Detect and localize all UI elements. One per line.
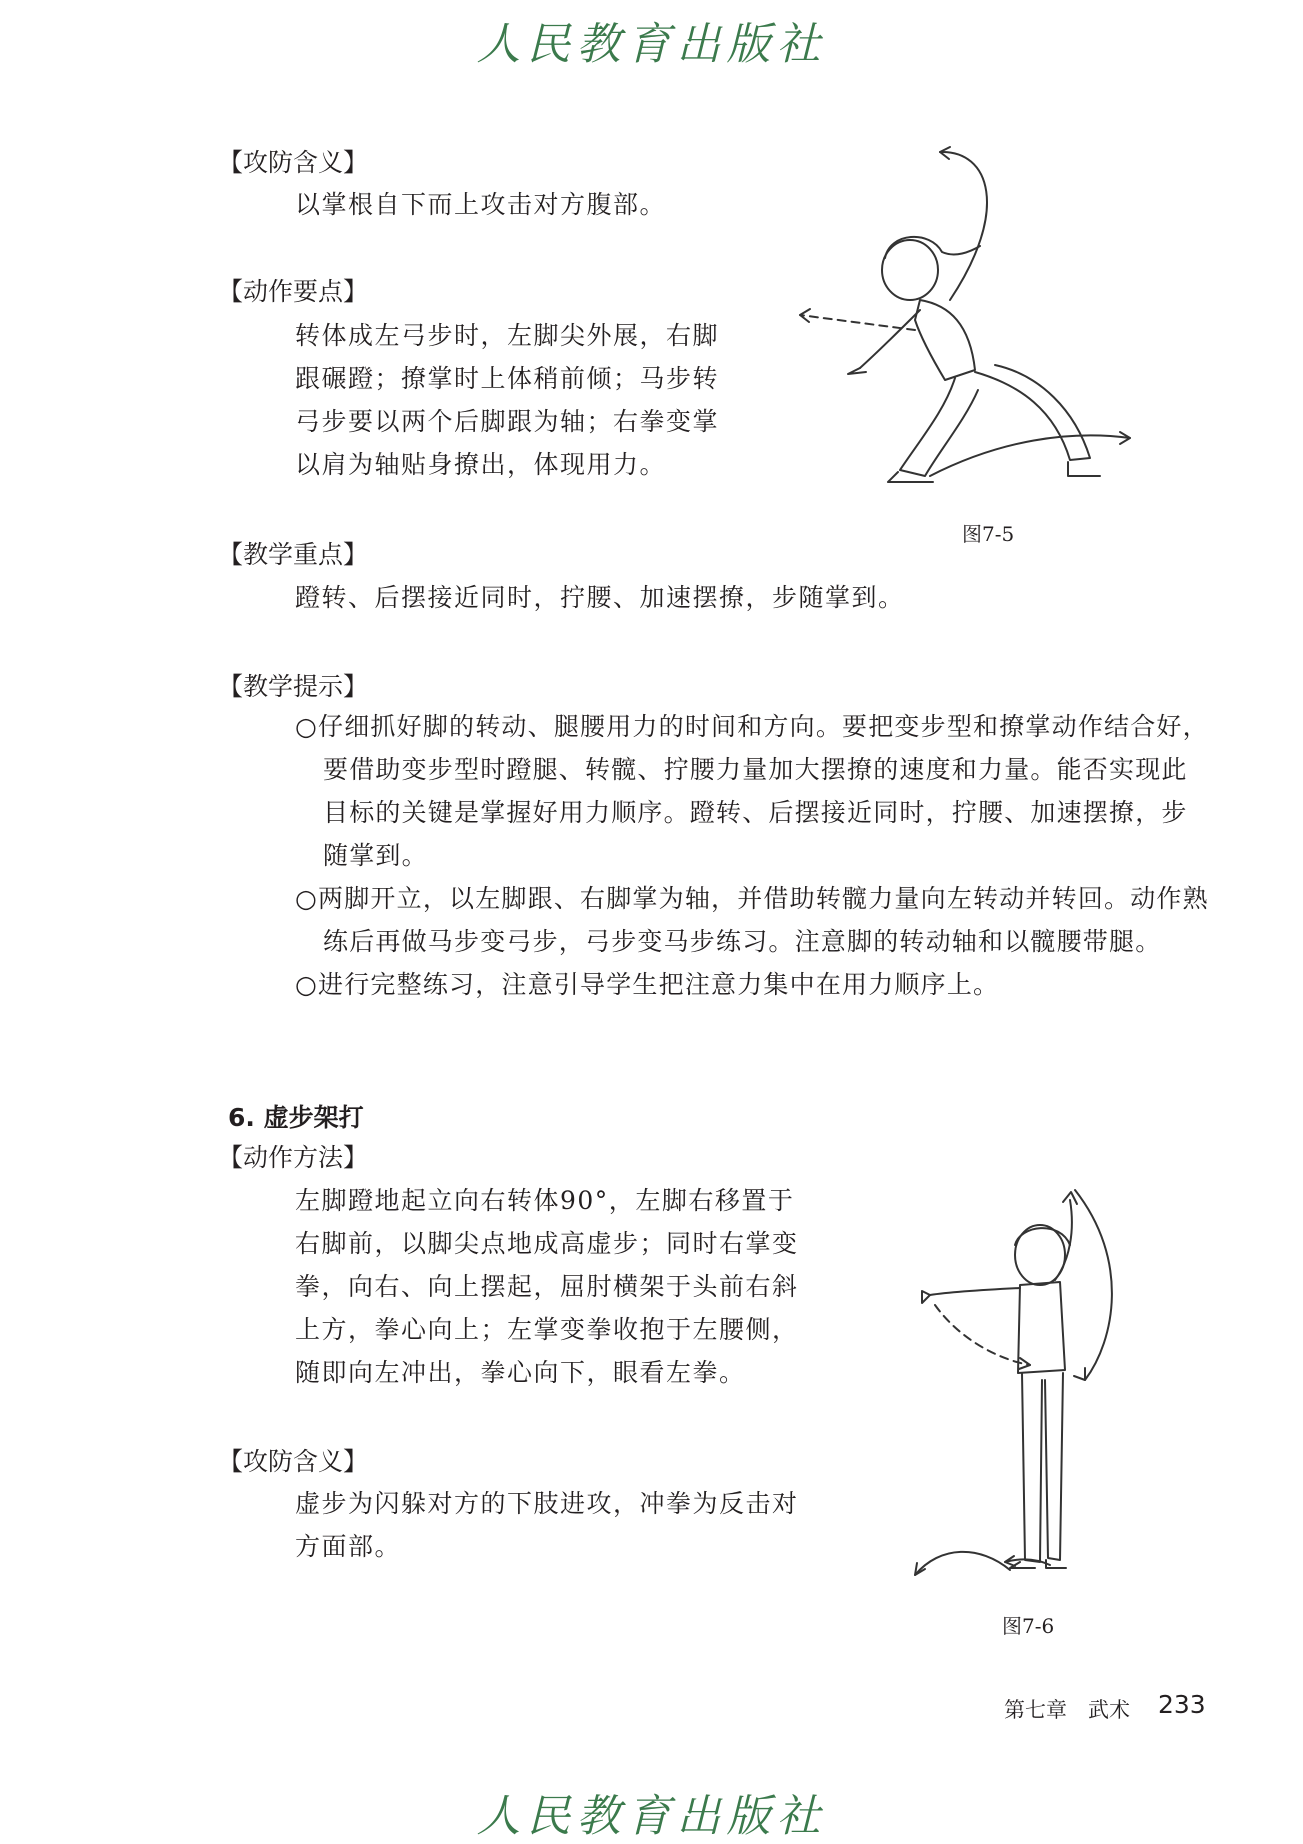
attack-defense-line: 虚步为闪躲对方的下肢进攻，冲拳为反击对 bbox=[295, 1489, 799, 1518]
chapter-label: 第七章 武术 bbox=[1004, 1698, 1130, 1722]
key-points-heading: 【动作要点】 bbox=[218, 277, 369, 306]
attack-defense-text-2 bbox=[295, 1482, 855, 1568]
teaching-tip-item: ○仔细抓好脚的转动、腿腰用力的时间和方向。要把变步型和撩掌动作结合好，要借助变步型时蹬腿、转髋、拧腰力量加大摆撩的速度和力量。能否实现此目标的关键是掌握好用力顺序。蹬转、后摆接近同时，拧腰、加速摆撩，步随掌到。 bbox=[295, 712, 1209, 870]
figure-7-6-caption: 图7-6 bbox=[1002, 1614, 1055, 1638]
key-points-line: 以肩为轴贴身撩出，体现用力。 bbox=[295, 450, 667, 479]
action-method-line: 随即向左冲出，拳心向下，眼看左拳。 bbox=[295, 1358, 746, 1387]
teaching-tips-heading: 【教学提示】 bbox=[218, 672, 369, 701]
attack-defense-heading-1: 【攻防含义】 bbox=[218, 148, 369, 177]
action-method-line: 左脚蹬地起立向右转体90°，左脚右移置于 bbox=[295, 1186, 795, 1215]
action-method-heading: 【动作方法】 bbox=[218, 1143, 369, 1172]
figure-7-5-caption: 图7-5 bbox=[962, 522, 1015, 546]
attack-defense-text-1: 以掌根自下而上攻击对方腹部。 bbox=[295, 190, 667, 219]
key-points-line: 弓步要以两个后脚跟为轴；右拳变掌 bbox=[295, 407, 720, 436]
action-method-line: 右脚前，以脚尖点地成高虚步；同时右掌变 bbox=[295, 1229, 799, 1258]
publisher-watermark-bottom: 人民教育出版社 bbox=[476, 1791, 827, 1842]
figure-7-6-illustration bbox=[860, 1170, 1190, 1590]
teaching-focus-text: 蹬转、后摆接近同时，拧腰、加速摆撩，步随掌到。 bbox=[295, 583, 905, 612]
action-method-text bbox=[295, 1179, 855, 1394]
action-method-line: 拳，向右、向上摆起，屈肘横架于头前右斜 bbox=[295, 1272, 799, 1301]
teaching-tip-item: ○两脚开立，以左脚跟、右脚掌为轴，并借助转髋力量向左转动并转回。动作熟练后再做马步变弓步，弓步变马步练习。注意脚的转动轴和以髋腰带腿。 bbox=[295, 884, 1209, 956]
key-points-line: 转体成左弓步时，左脚尖外展，右脚 bbox=[295, 321, 720, 350]
subsection-title: 6. 虚步架打 bbox=[228, 1103, 364, 1132]
publisher-watermark-top: 人民教育出版社 bbox=[476, 19, 827, 70]
teaching-tip-item: ○进行完整练习，注意引导学生把注意力集中在用力顺序上。 bbox=[295, 970, 1000, 999]
page-number: 233 bbox=[1158, 1690, 1206, 1719]
key-points-text bbox=[295, 314, 765, 486]
key-points-line: 跟碾蹬；撩掌时上体稍前倾；马步转 bbox=[295, 364, 720, 393]
teaching-focus-heading: 【教学重点】 bbox=[218, 540, 369, 569]
action-method-line: 上方，拳心向上；左掌变拳收抱于左腰侧， bbox=[295, 1315, 799, 1344]
attack-defense-line: 方面部。 bbox=[295, 1532, 402, 1561]
attack-defense-heading-2: 【攻防含义】 bbox=[218, 1447, 369, 1476]
teaching-tips-list bbox=[295, 705, 1210, 1006]
figure-7-5-illustration bbox=[780, 140, 1180, 500]
